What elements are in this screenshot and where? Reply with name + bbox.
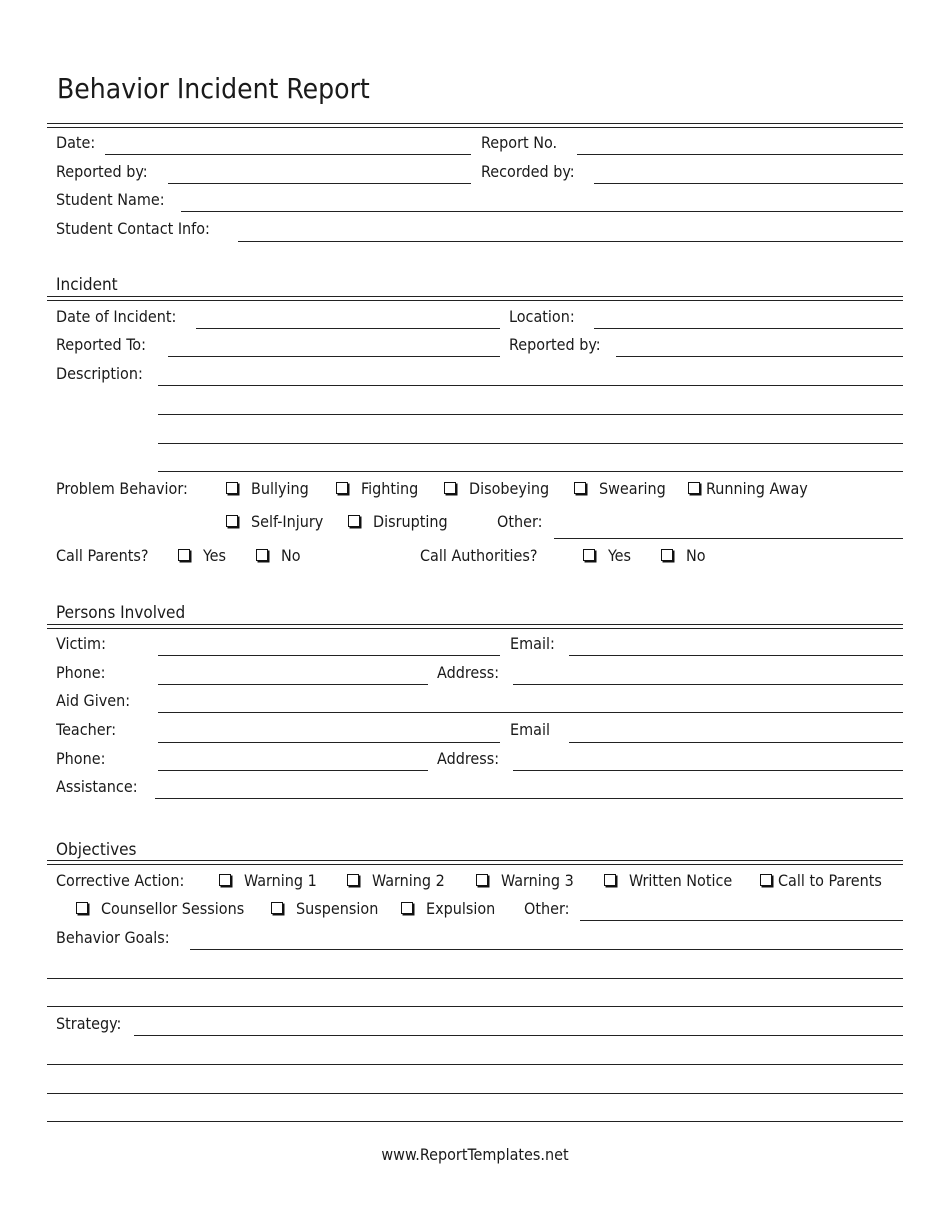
checkbox-icon [604,874,616,886]
action-other-field[interactable] [580,920,903,921]
date-of-incident-label: Date of Incident: [56,307,177,326]
victim-phone-label: Phone: [56,663,106,682]
checkbox-icon [226,482,238,494]
problem-behavior-label: Problem Behavior: [56,479,188,498]
strategy-line-1[interactable] [134,1035,903,1036]
call-authorities-yes[interactable]: Yes [583,546,631,566]
checkbox-icon [256,549,268,561]
checkbox-icon [76,902,88,914]
checkbox-bullying[interactable]: Bullying [226,479,309,499]
reported-by-field[interactable] [168,183,471,184]
behavior-goals-label: Behavior Goals: [56,928,170,947]
teacher-phone-field[interactable] [158,770,428,771]
teacher-address-label: Address: [437,749,500,768]
teacher-field[interactable] [158,742,500,743]
checkbox-icon [219,874,231,886]
date-field[interactable] [105,154,471,155]
call-parents-no[interactable]: No [256,546,301,566]
incident-reported-by-field[interactable] [616,356,903,357]
aid-given-label: Aid Given: [56,691,131,710]
footer-url: www.ReportTemplates.net [381,1145,569,1164]
title-divider [47,123,903,128]
recorded-by-label: Recorded by: [481,162,575,181]
checkbox-icon [760,874,772,886]
corrective-action-label: Corrective Action: [56,871,185,890]
victim-address-field[interactable] [513,684,903,685]
teacher-email-field[interactable] [569,742,903,743]
student-name-label: Student Name: [56,190,165,209]
aid-given-field[interactable] [158,712,903,713]
checkbox-icon [336,482,348,494]
checkbox-icon [444,482,456,494]
persons-heading: Persons Involved [56,603,186,623]
incident-heading: Incident [56,275,118,295]
checkbox-swearing[interactable]: Swearing [574,479,666,499]
assistance-field[interactable] [155,798,903,799]
description-line-4[interactable] [158,471,903,472]
description-line-1[interactable] [158,385,903,386]
checkbox-icon [583,549,595,561]
victim-field[interactable] [158,655,500,656]
checkbox-icon [348,515,360,527]
objectives-divider [47,860,903,865]
description-line-3[interactable] [158,443,903,444]
behavior-goals-line-2[interactable] [47,978,903,979]
checkbox-icon [347,874,359,886]
checkbox-icon [574,482,586,494]
victim-email-field[interactable] [569,655,903,656]
checkbox-written-notice[interactable]: Written Notice [604,871,732,891]
location-field[interactable] [594,328,903,329]
teacher-email-label: Email [510,720,550,739]
strategy-line-2[interactable] [47,1064,903,1065]
reported-to-field[interactable] [168,356,500,357]
checkbox-warning-3[interactable]: Warning 3 [476,871,574,891]
checkbox-icon [271,902,283,914]
checkbox-disobeying[interactable]: Disobeying [444,479,549,499]
strategy-line-3[interactable] [47,1093,903,1094]
checkbox-counsellor-sessions[interactable]: Counsellor Sessions [76,899,244,919]
student-contact-field[interactable] [238,241,903,242]
location-label: Location: [509,307,575,326]
checkbox-disrupting[interactable]: Disrupting [348,512,448,532]
strategy-line-4[interactable] [47,1121,903,1122]
checkbox-self-injury[interactable]: Self-Injury [226,512,323,532]
incident-divider [47,296,903,301]
victim-address-label: Address: [437,663,500,682]
checkbox-icon [226,515,238,527]
checkbox-expulsion[interactable]: Expulsion [401,899,495,919]
checkbox-suspension[interactable]: Suspension [271,899,378,919]
checkbox-fighting[interactable]: Fighting [336,479,418,499]
date-label: Date: [56,133,96,152]
call-parents-yes[interactable]: Yes [178,546,226,566]
checkbox-icon [688,482,700,494]
checkbox-icon [401,902,413,914]
page-title: Behavior Incident Report [57,72,370,105]
objectives-heading: Objectives [56,840,137,860]
reported-by-label: Reported by: [56,162,148,181]
description-label: Description: [56,364,143,383]
action-other-label: Other: [524,899,570,918]
recorded-by-field[interactable] [594,183,903,184]
date-of-incident-field[interactable] [196,328,500,329]
checkbox-icon [661,549,673,561]
assistance-label: Assistance: [56,777,138,796]
behavior-goals-line-1[interactable] [190,949,903,950]
report-no-field[interactable] [577,154,903,155]
student-contact-label: Student Contact Info: [56,219,210,238]
checkbox-call-to-parents[interactable]: Call to Parents [760,871,882,891]
checkbox-warning-1[interactable]: Warning 1 [219,871,317,891]
report-no-label: Report No. [481,133,558,152]
victim-label: Victim: [56,634,106,653]
reported-to-label: Reported To: [56,335,146,354]
teacher-label: Teacher: [56,720,117,739]
checkbox-icon [476,874,488,886]
checkbox-icon [178,549,190,561]
teacher-phone-label: Phone: [56,749,106,768]
checkbox-warning-2[interactable]: Warning 2 [347,871,445,891]
teacher-address-field[interactable] [513,770,903,771]
incident-reported-by-label: Reported by: [509,335,601,354]
call-authorities-label: Call Authorities? [420,546,538,565]
behavior-other-field[interactable] [554,538,903,539]
persons-divider [47,624,903,629]
call-parents-label: Call Parents? [56,546,149,565]
checkbox-running-away[interactable]: Running Away [688,479,808,499]
victim-email-label: Email: [510,634,555,653]
description-line-2[interactable] [158,414,903,415]
call-authorities-no[interactable]: No [661,546,706,566]
behavior-goals-line-3[interactable] [47,1006,903,1007]
student-name-field[interactable] [181,211,903,212]
strategy-label: Strategy: [56,1014,122,1033]
victim-phone-field[interactable] [158,684,428,685]
behavior-other-label: Other: [497,512,543,531]
